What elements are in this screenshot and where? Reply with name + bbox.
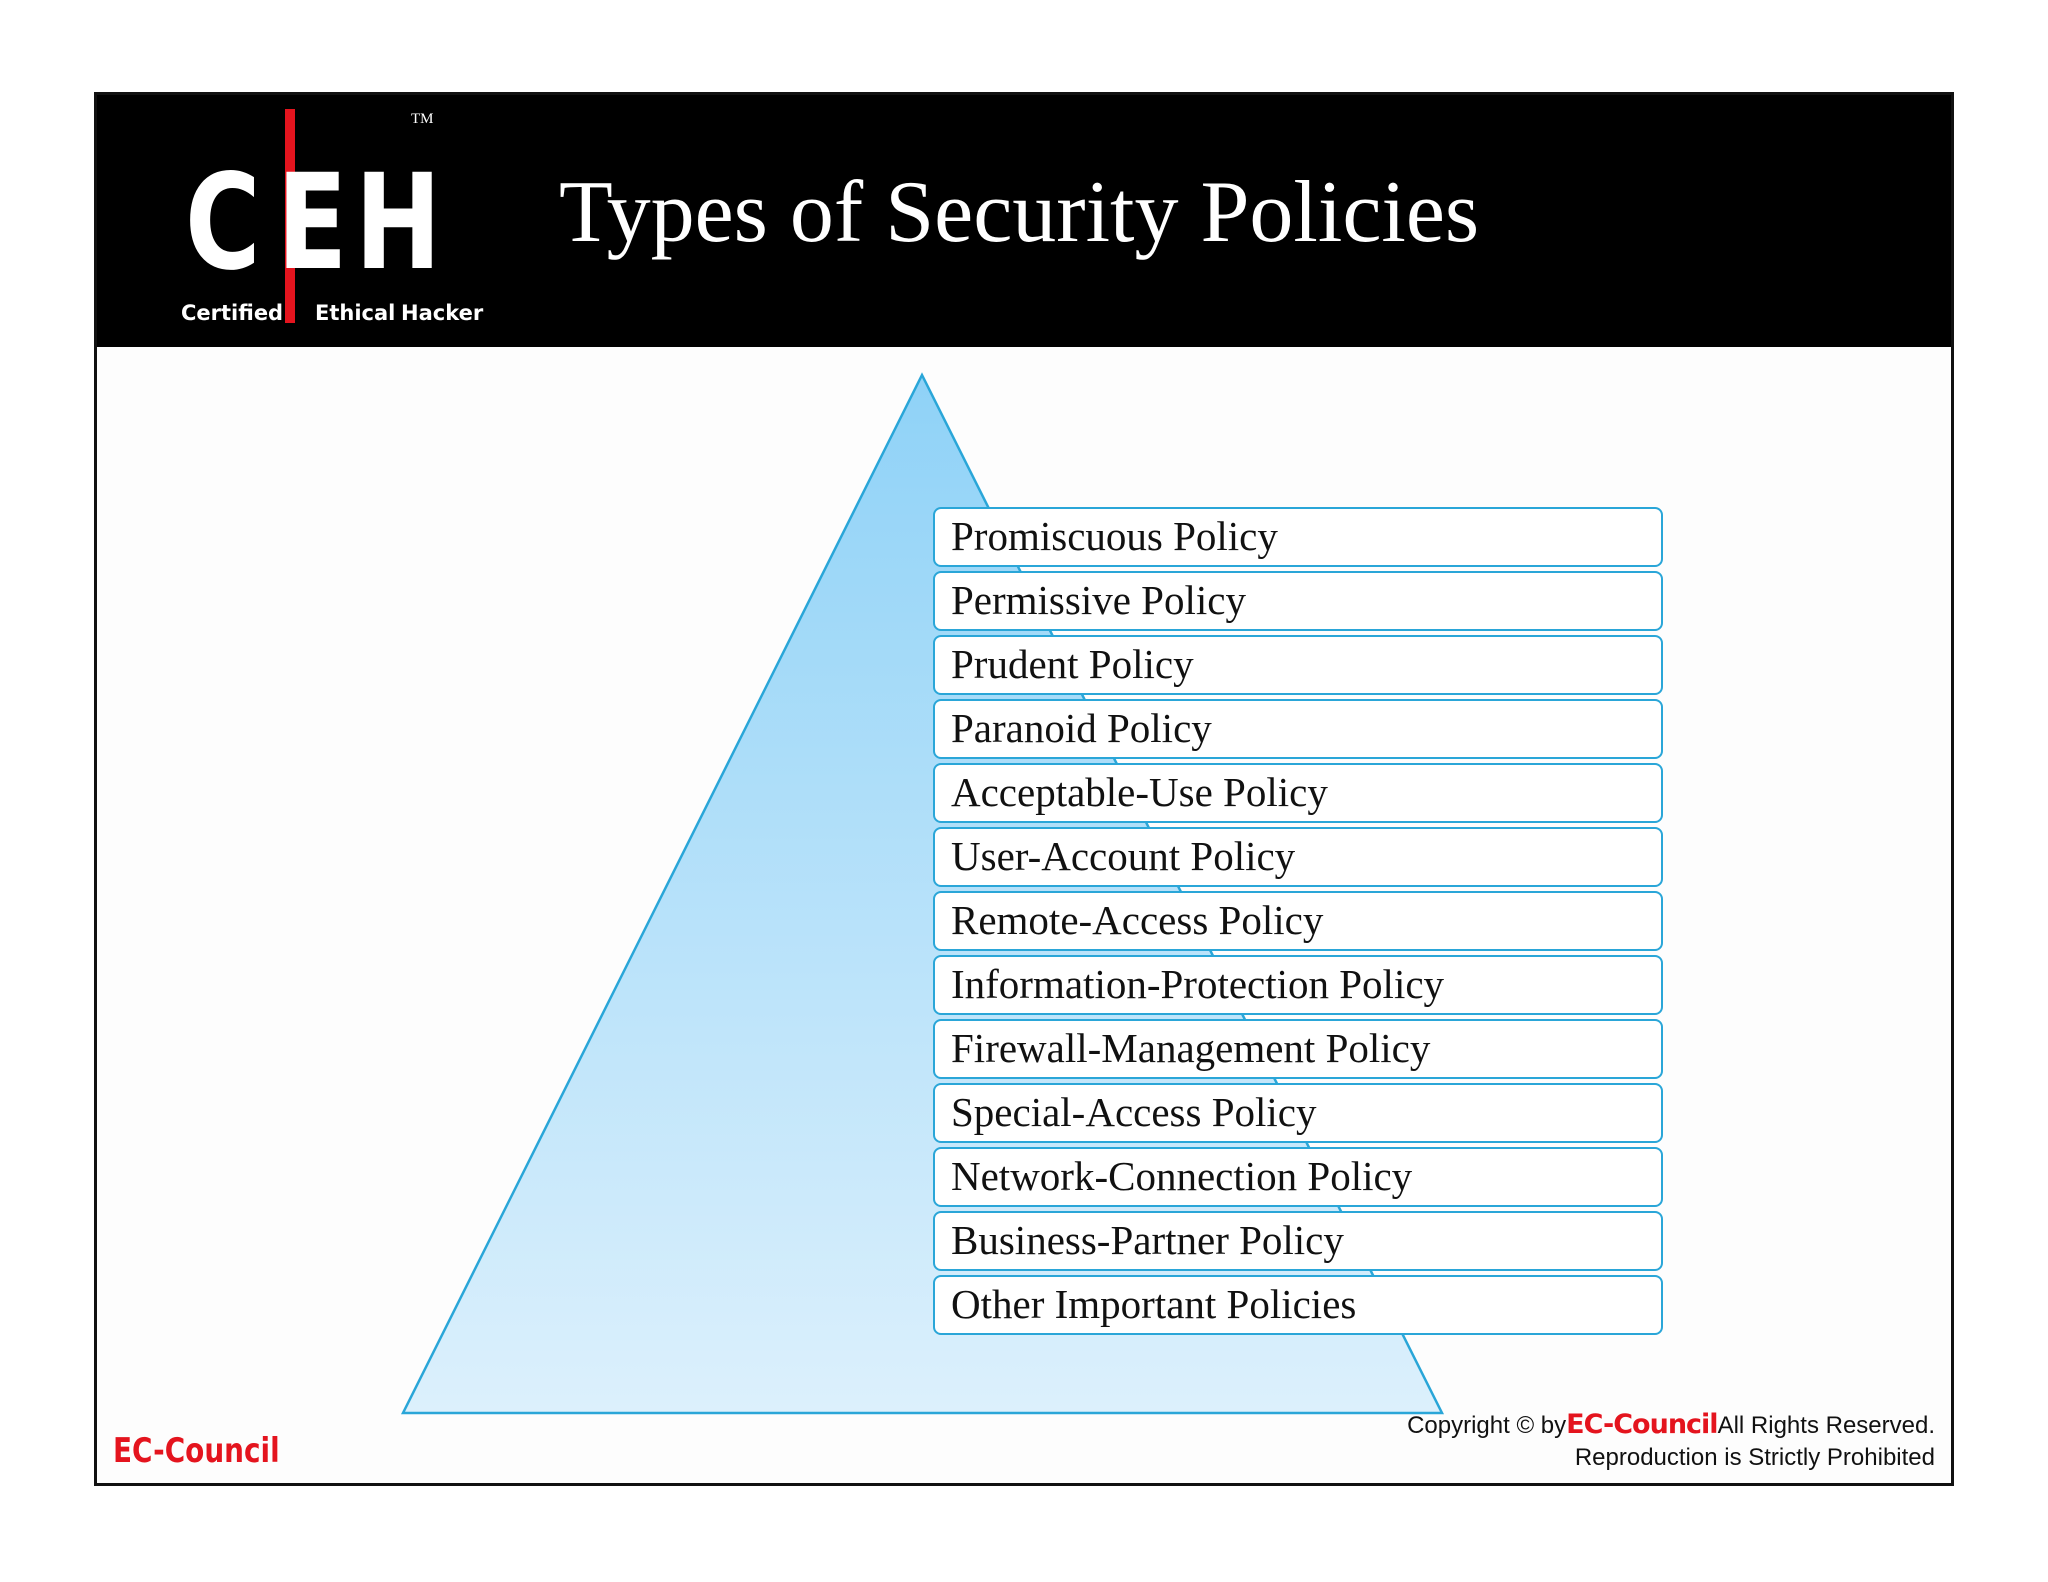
- policy-item-paranoid: Paranoid Policy: [933, 699, 1663, 759]
- policy-item-other-important: Other Important Policies: [933, 1275, 1663, 1335]
- policy-item-user-account: User-Account Policy: [933, 827, 1663, 887]
- copyright-prefix: Copyright © by: [1407, 1412, 1567, 1439]
- policy-item-firewall-management: Firewall-Management Policy: [933, 1019, 1663, 1079]
- logo-trademark: TM: [411, 111, 434, 127]
- policy-item-prudent: Prudent Policy: [933, 635, 1663, 695]
- page-title: Types of Security Policies: [559, 164, 1480, 261]
- logo-word-ethical: Ethical: [315, 301, 396, 325]
- copyright-brand: EC-Council: [1566, 1409, 1718, 1440]
- logo-word-certified: Certified: [181, 301, 284, 325]
- policy-item-remote-access: Remote-Access Policy: [933, 891, 1663, 951]
- logo-letter-e: E: [277, 146, 348, 300]
- logo-word-hacker: Hacker: [401, 301, 484, 325]
- policy-item-special-access: Special-Access Policy: [933, 1083, 1663, 1143]
- copyright-notice: [1407, 1409, 1935, 1474]
- copyright-suffix: All Rights Reserved.: [1717, 1412, 1935, 1439]
- reproduction-notice: Reproduction is Strictly Prohibited: [1574, 1444, 1935, 1471]
- logo-letter-c: C: [185, 146, 261, 300]
- policy-item-information-protection: Information-Protection Policy: [933, 955, 1663, 1015]
- policy-item-promiscuous: Promiscuous Policy: [933, 507, 1663, 567]
- policy-list: [933, 507, 1663, 1339]
- policy-item-network-connection: Network-Connection Policy: [933, 1147, 1663, 1207]
- policy-item-permissive: Permissive Policy: [933, 571, 1663, 631]
- slide: [94, 92, 1954, 1486]
- policy-item-acceptable-use: Acceptable-Use Policy: [933, 763, 1663, 823]
- ec-council-logo: EC-Council: [113, 1431, 280, 1471]
- policy-item-business-partner: Business-Partner Policy: [933, 1211, 1663, 1271]
- copyright-line: [1407, 1409, 1935, 1442]
- logo-letter-h: H: [355, 146, 442, 300]
